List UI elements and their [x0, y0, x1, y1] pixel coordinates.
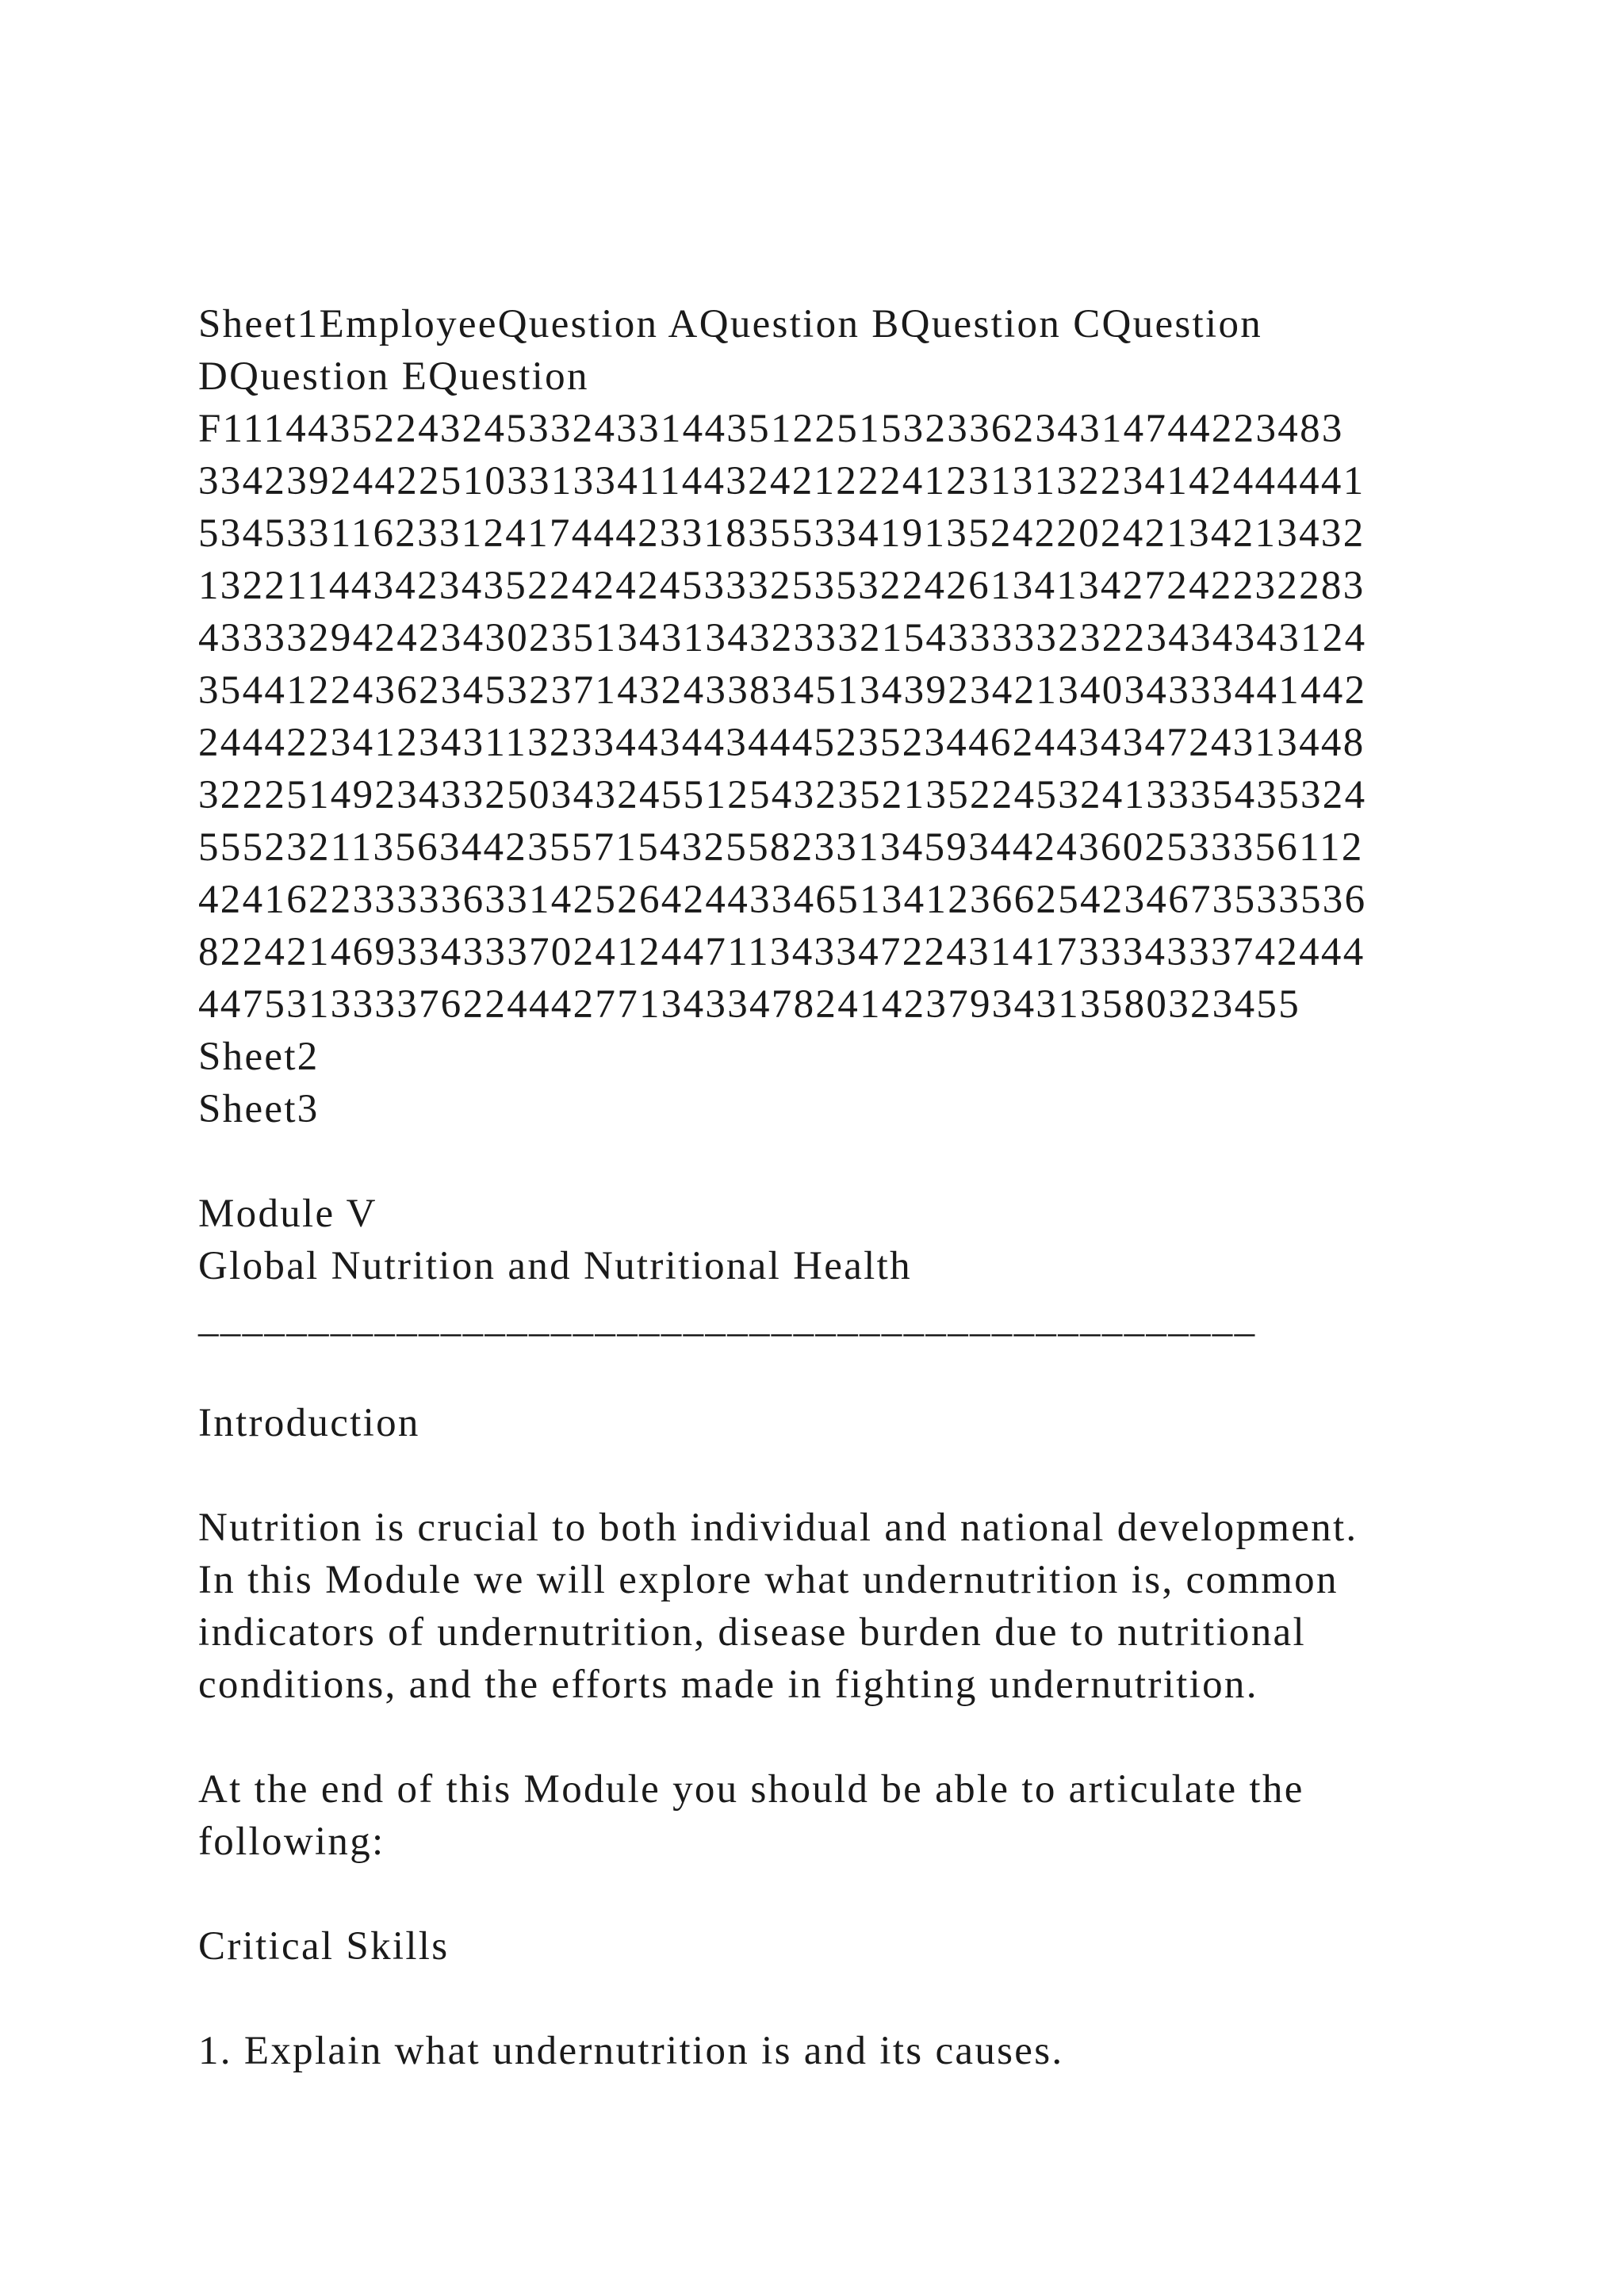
spreadsheet-line-11: 55523211356344235571543255823313459344243602533356112 — [198, 825, 1364, 870]
spacer — [198, 1973, 1499, 2025]
document-body — [198, 298, 1499, 2077]
articulate-line-1: At the end of this Module you should be able to articulate the — [198, 1767, 1304, 1812]
spreadsheet-line-4: 33423924422510331334114432421222412313132234142444441 — [198, 459, 1365, 503]
module-divider: ________________________________________________ — [198, 1296, 1257, 1341]
spacer — [198, 1135, 1499, 1188]
spreadsheet-line-5: 53453311623312417444233183553341913524220242134213432 — [198, 511, 1365, 556]
spreadsheet-line-3: F111443522432453324331443512251532336234314744223483 — [198, 407, 1344, 451]
spreadsheet-line-12: 42416223333363314252642443346513412366254234673533536 — [198, 878, 1367, 922]
intro-paragraph-line-1: Nutrition is crucial to both individual and national development. — [198, 1506, 1358, 1550]
spreadsheet-line-2: DQuestion EQuestion — [198, 354, 589, 399]
spreadsheet-line-13: 82242146933433370241244711343347224314173334333742444 — [198, 930, 1365, 974]
intro-paragraph-line-4: conditions, and the efforts made in fighting undernutrition. — [198, 1663, 1258, 1707]
spreadsheet-line-1: Sheet1EmployeeQuestion AQuestion BQuestion CQuestion — [198, 302, 1263, 346]
spreadsheet-line-14: 44753133337622444277134334782414237934313580323455 — [198, 982, 1300, 1027]
articulate-line-2: following: — [198, 1820, 385, 1864]
spreadsheet-line-7: 43333294242343023513431343233321543333323223434343124 — [198, 616, 1367, 660]
sheet2-label: Sheet2 — [198, 1035, 320, 1079]
critical-skills-heading: Critical Skills — [198, 1924, 450, 1969]
spacer — [198, 1345, 1499, 1397]
spreadsheet-line-9: 24442234123431132334434434445235234462443434724313448 — [198, 721, 1365, 765]
intro-paragraph-line-3: indicators of undernutrition, disease burden due to nutritional — [198, 1610, 1306, 1655]
critical-skill-item-1: 1. Explain what undernutrition is and its causes. — [198, 2029, 1064, 2073]
spacer — [198, 1449, 1499, 1502]
sheet3-label: Sheet3 — [198, 1087, 320, 1131]
spreadsheet-line-6: 13221144342343522424245333253532242613413427242232283 — [198, 564, 1365, 608]
spacer — [198, 1711, 1499, 1763]
intro-paragraph-line-2: In this Module we will explore what undernutrition is, common — [198, 1558, 1339, 1602]
introduction-heading: Introduction — [198, 1401, 420, 1445]
spreadsheet-line-10: 32225149234332503432455125432352135224532413335435324 — [198, 773, 1367, 817]
spacer — [198, 1868, 1499, 1920]
spreadsheet-line-8: 35441224362345323714324338345134392342134034333441442 — [198, 668, 1367, 713]
module-label: Module V — [198, 1192, 377, 1236]
module-title: Global Nutrition and Nutritional Health — [198, 1244, 912, 1288]
